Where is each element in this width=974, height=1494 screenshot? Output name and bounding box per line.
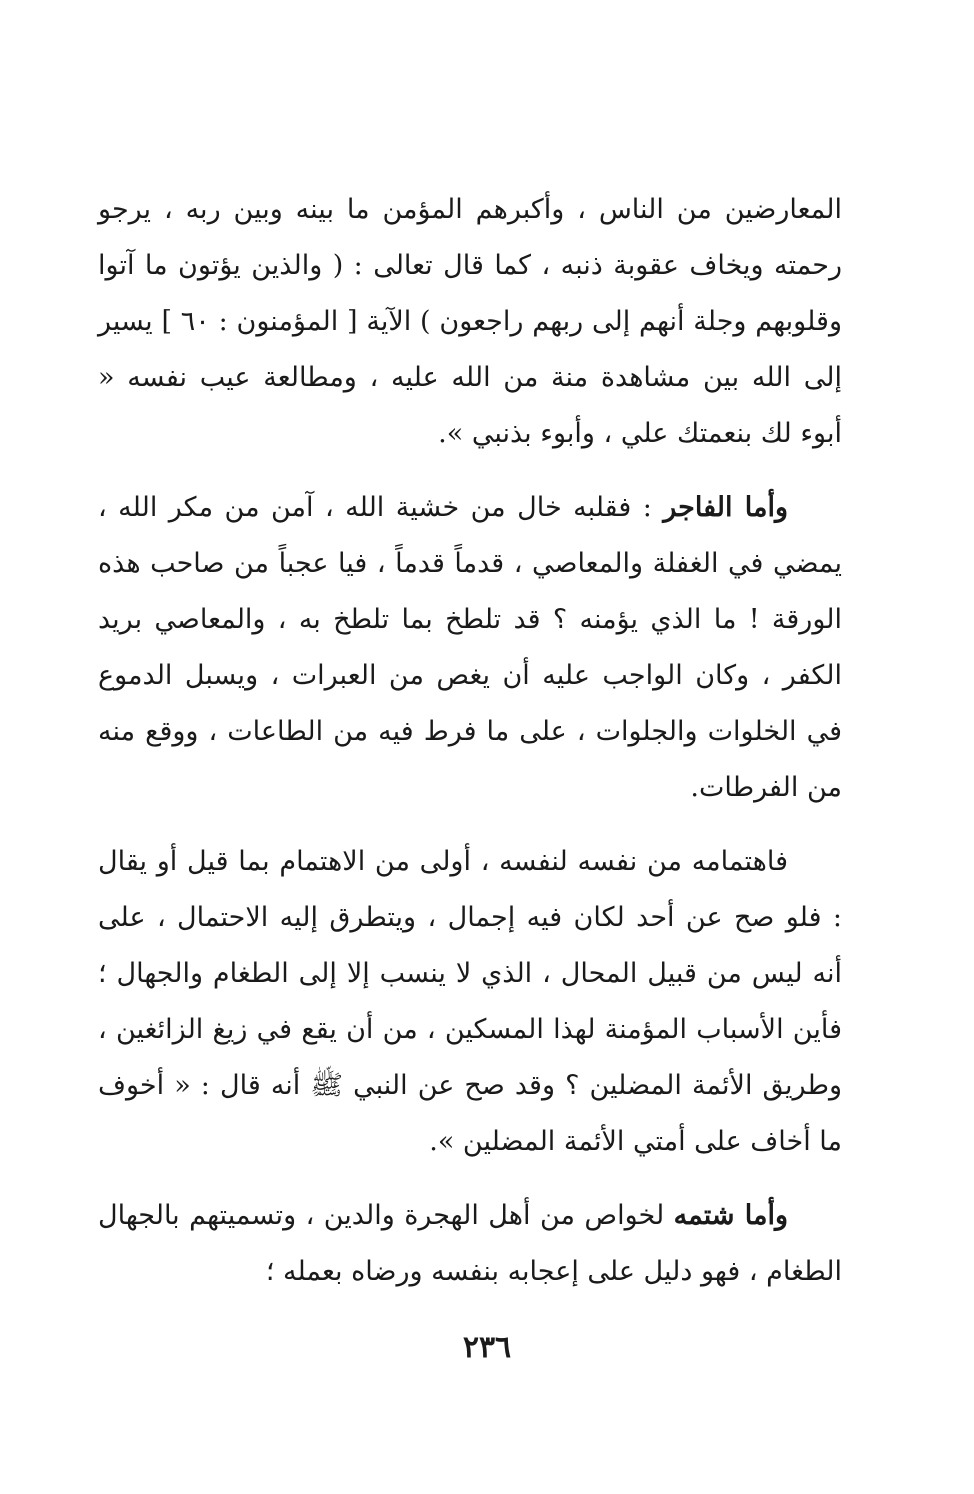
page-body	[98, 182, 842, 1300]
paragraph-1-text: المعارضين من الناس ، وأكبرهم المؤمن ما بينه وبين ربه ، يرجو رحمته ويخاف عقوبة ذنبه ، كما قال تعالى : ( والذين يؤتون ما آتوا وقلوبهم وجلة أنهم إلى ربهم راجعون ) الآية [ المؤمنون : ٦٠ ] يسير إلى الله بين مشاهدة منة من الله عليه ، ومطالعة عيب نفسه « أبوء لك بنعمتك علي ، وأبوء بذنبي ».	[98, 194, 842, 449]
paragraph-4-text: لخواص من أهل الهجرة والدين ، وتسميتهم بالجهال الطغام ، فهو دليل على إعجابه بنفسه ورضاه بعمله ؛	[98, 1200, 842, 1287]
paragraph-2-text: : فقلبه خال من خشية الله ، آمن من مكر الله ، يمضي في الغفلة والمعاصي ، قدماً قدماً ، فيا عجباً من صاحب هذه الورقة ! ما الذي يؤمنه ؟ قد تلطخ بما تلطخ به ، والمعاصي بريد الكفر ، وكان الواجب عليه أن يغص من العبرات ، ويسبل الدموع في الخلوات والجلوات ، على ما فرط فيه من الطاعات ، ووقع منه من الفرطات.	[98, 492, 842, 803]
paragraph-2-lead: وأما الفاجر	[663, 492, 788, 523]
paragraph-3	[98, 834, 842, 1170]
paragraph-2	[98, 480, 842, 816]
paragraph-4	[98, 1188, 842, 1300]
paragraph-4-lead: وأما شتمه	[673, 1200, 789, 1231]
paragraph-1	[98, 182, 842, 462]
paragraph-3-text: فاهتمامه من نفسه لنفسه ، أولى من الاهتمام بما قيل أو يقال : فلو صح عن أحد لكان فيه إجمال ، ويتطرق إليه الاحتمال ، على أنه ليس من قبيل المحال ، الذي لا ينسب إلا إلى الطغام والجهال ؛ فأين الأسباب المؤمنة لهذا المسكين ، من أن يقع في زيغ الزائغين ، وطريق الأئمة المضلين ؟ وقد صح عن النبي ﷺ أنه قال : « أخوف ما أخاف على أمتي الأئمة المضلين ».	[98, 846, 842, 1157]
page-number: ٢٣٦	[462, 1330, 512, 1365]
